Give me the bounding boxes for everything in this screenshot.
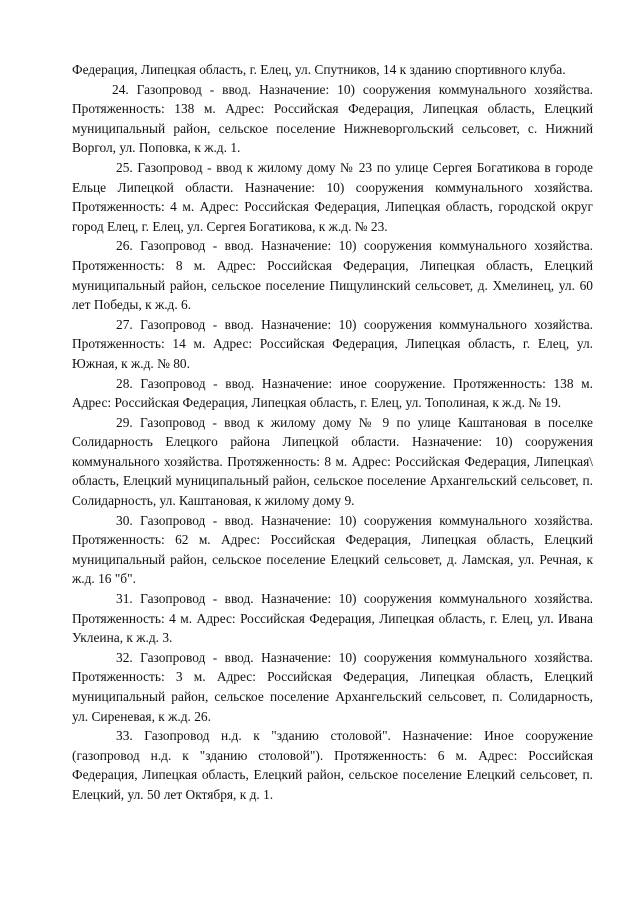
paragraph-item-26: 26. Газопровод - ввод. Назначение: 10) сооружения коммунального хозяйства. Протяженность: 8 м. Адрес: Российская Федерация, Липецкая область, Елецкий муниципальный район, сельское поселение Пищулинский сельсовет, д. Хмелинец, ул. 60 лет Победы, к ж.д. 6. — [72, 238, 593, 313]
paragraph-item-30: 30. Газопровод - ввод. Назначение: 10) сооружения коммунального хозяйства. Протяженность: 62 м. Адрес: Российская Федерация, Липецкая область, Елецкий муниципальный район, сельское поселение Елецкий сельсовет, д. Ламская, ул. Речная, к ж.д. 16 "б". — [72, 512, 593, 587]
paragraph-item-29: 29. Газопровод - ввод к жилому дому № 9 по улице Каштановая в поселке Солидарность Елецкого района Липецкой области. Назначение: 10) сооружения коммунального хозяйства. Протяженность: 8 м. Адрес: Российская Федерация, Липецкая\ область, Елецкий муниципальный район, сельское поселение Архангельский сельсовет, п. Солидарность, ул. Каштановая, к жилому дому 9. — [72, 414, 593, 509]
document-page — [72, 60, 593, 805]
paragraph-item-33: 33. Газопровод н.д. к "зданию столовой". Назначение: Иное сооружение (газопровод н.д. к "зданию столовой"). Протяженность: 6 м. Адрес: Российская Федерация, Липецкая область, Елецкий район, сельское поселение Елецкий сельсовет, п. Елецкий, ул. 50 лет Октября, к д. 1. — [72, 728, 593, 802]
paragraph-item-32: 32. Газопровод - ввод. Назначение: 10) сооружения коммунального хозяйства. Протяженность: 3 м. Адрес: Российская Федерация, Липецкая область, Елецкий муниципальный район, сельское поселение Архангельский сельсовет, п. Солидарность, ул. Сиреневая, к ж.д. 26. — [72, 649, 593, 724]
paragraph-continuation: Федерация, Липецкая область, г. Елец, ул. Спутников, 14 к зданию спортивного клуба. — [72, 62, 566, 77]
paragraph-item-25: 25. Газопровод - ввод к жилому дому № 23 по улице Сергея Богатикова в городе Ельце Липецкой области. Назначение: 10) сооружения коммунального хозяйства. Протяженность: 4 м. Адрес: Российская Федерация, Липецкая область, городской округ город Елец, г. Елец, ул. Сергея Богатикова, к ж.д. № 23. — [72, 159, 593, 234]
paragraph-item-31: 31. Газопровод - ввод. Назначение: 10) сооружения коммунального хозяйства. Протяженность: 4 м. Адрес: Российская Федерация, Липецкая область, г. Елец, ул. Ивана Уклеина, к ж.д. 3. — [72, 591, 593, 646]
paragraph-item-28: 28. Газопровод - ввод. Назначение: иное сооружение. Протяженность: 138 м. Адрес: Российская Федерация, Липецкая область, г. Елец, ул. Тополиная, к ж.д. № 19. — [72, 375, 593, 411]
paragraph-item-24: 24. Газопровод - ввод. Назначение: 10) сооружения коммунального хозяйства. Протяженность: 138 м. Адрес: Российская Федерация, Липецкая область, Елецкий муниципальный район, сельское поселение Нижневоргольский сельсовет, с. Нижний Воргол, ул. Поповка, к ж.д. 1. — [72, 81, 593, 156]
paragraph-item-27: 27. Газопровод - ввод. Назначение: 10) сооружения коммунального хозяйства. Протяженность: 14 м. Адрес: Российская Федерация, Липецкая область, г. Елец, ул. Южная, к ж.д. № 80. — [72, 316, 593, 371]
